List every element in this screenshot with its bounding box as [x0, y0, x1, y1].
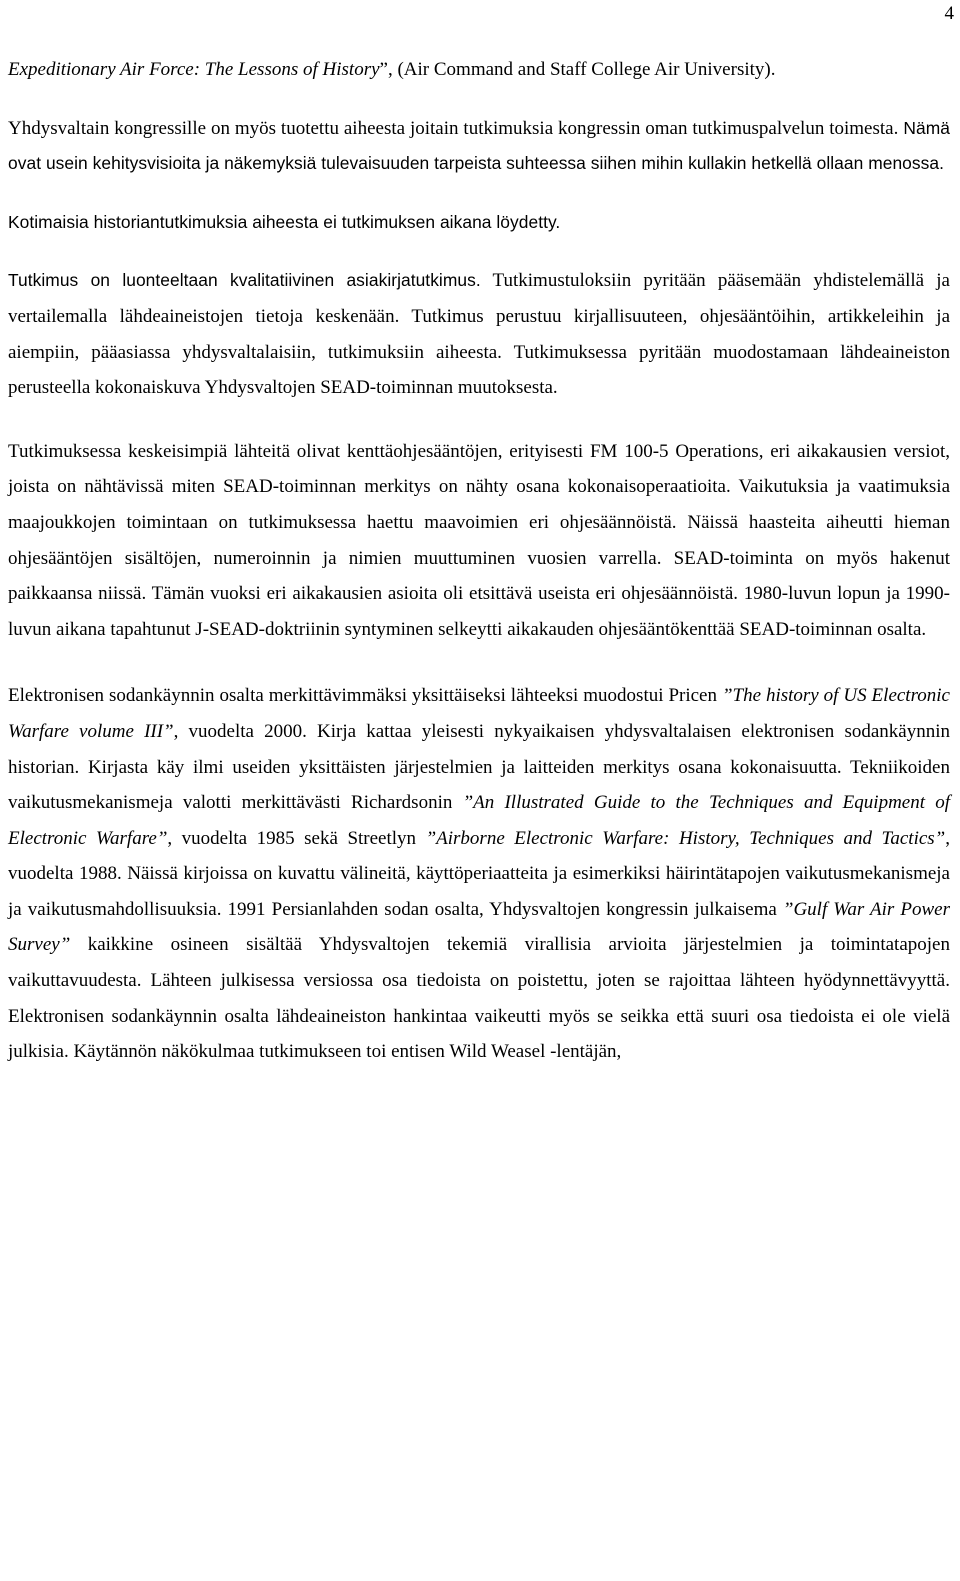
- paragraph-electronic-warfare-sources: [8, 678, 950, 1070]
- book-title: ”The history of US Electronic Warfare volume III”: [8, 685, 950, 742]
- paragraph-key-sources: Tutkimuksessa keskeisimpiä lähteitä olivat kenttäohjesääntöjen, erityisesti FM 100-5 Operations, eri aikakausien versiot, joista on nähtävissä miten SEAD-toiminnan merkitys on nähty osana kokonaisoperaatioita. Vaikutuksia ja vaatimuksia maajoukkojen toimintaan on tutkimuksessa haettu maavoimien eri ohjesäännöistä. Näissä haasteita aiheutti hieman ohjesääntöjen sisältöjen, numeroinnin ja nimien muuttuminen vuosien varrella. SEAD-toiminta on myös hakenut paikkaansa niissä. Tämän vuoksi eri aikakausien asioita oli etsittävä useista eri ohjesäännöistä. 1980-luvun lopun ja 1990-luvun aikana tapahtunut J-SEAD-doktriinin syntyminen selkeytti aikakauden ohjesääntökenttää SEAD-toiminnan osalta.: [8, 440, 950, 640]
- paragraph-text: ”, (Air Command and Staff College Air University).: [379, 59, 776, 80]
- paragraph-text: Tutkimus perustuu kirjallisuuteen, ohjesääntöihin, artikkeleihin ja aiempiin, pääasiassa yhdysvaltalaisiin, tutkimuksiin aiheesta. Tutkimuksessa pyritään muodostamaan lähdeaineiston perusteella kokonaiskuva Yhdysvaltojen SEAD-toiminnan muutoksesta.: [8, 305, 950, 399]
- book-title: Expeditionary Air Force: The Lessons of History: [8, 59, 380, 80]
- paragraph-congress-research: [8, 111, 950, 182]
- paragraph-text: , vuodelta 1988. Näissä kirjoissa on kuvattu välineitä, käyttöperiaatteita ja esimerkiksi häirintätapojen vaikutusmekanismeja ja vaikutusmahdollisuuksia. 1991 Persianlahden sodan osalta, Yhdysvaltojen kongressin julkaisema: [8, 827, 950, 920]
- paragraph-text-sans: Tutkimus on luonteeltaan kvalitatiivinen asiakirjatutkimus.: [8, 270, 481, 291]
- book-title: ”Gulf War Air Power Survey”: [8, 898, 950, 956]
- document-body: [8, 52, 950, 1070]
- paragraph-text: Elektronisen sodankäynnin osalta merkittävimmäksi yksittäiseksi lähteeksi muodostui Pricen: [8, 685, 722, 707]
- paragraph-reference-continuation: [8, 52, 950, 88]
- paragraph-methodology: [8, 263, 950, 405]
- page-number: 4: [944, 3, 954, 24]
- paragraph-text: , vuodelta 2000. Kirja kattaa yleisesti nykyaikaisen yhdysvaltalaisen elektronisen sodankäynnin historian. Kirjasta käy ilmi useiden yksittäisten järjestelmien ja laitteiden merkitys osana kokonaisuutta. Tekniikoiden vaikutusmekanismeja valotti merkittävästi Richardsonin: [8, 720, 950, 814]
- book-title: ”An Illustrated Guide to the Techniques and Equipment of Electronic Warfare”: [8, 792, 951, 849]
- paragraph-text: kaikkine osineen sisältää Yhdysvaltojen tekemiä virallisia arvioita järjestelmien ja toimintatapojen vaikuttavuudesta. Lähteen julkisessa versiossa osa tiedoista on poistettu, joten se rajoittaa lähteen hyödynnettävyyttä. Elektronisen sodankäynnin osalta lähdeaineiston hankintaa vaikeutti myös se seikka että suuri osa tiedoista ei ole vielä julkisia. Käytännön näkökulmaa tutkimukseen toi entisen Wild Weasel -lentäjän,: [8, 934, 950, 1063]
- paragraph-text: Yhdysvaltain kongressille on myös tuotettu aiheesta joitain tutkimuksia kongressin oman tutkimuspalvelun toimesta.: [8, 117, 899, 139]
- paragraph-text: , vuodelta 1985 sekä Streetlyn: [167, 827, 426, 849]
- paragraph-text: Tutkimustuloksiin pyritään pääsemään yhdistelemällä ja vertailemalla lähdeaineistojen tietoja keskenään.: [8, 270, 950, 327]
- paragraph-text-sans: Nämä ovat usein kehitysvisioita ja näkemyksiä tulevaisuuden tarpeista suhteessa siihen mihin kullakin hetkellä ollaan menossa.: [8, 117, 950, 174]
- paragraph-domestic-research: Kotimaisia historiantutkimuksia aiheesta ei tutkimuksen aikana löydetty.: [8, 211, 561, 232]
- book-title: ”Airborne Electronic Warfare: History, Techniques and Tactics”: [425, 827, 946, 849]
